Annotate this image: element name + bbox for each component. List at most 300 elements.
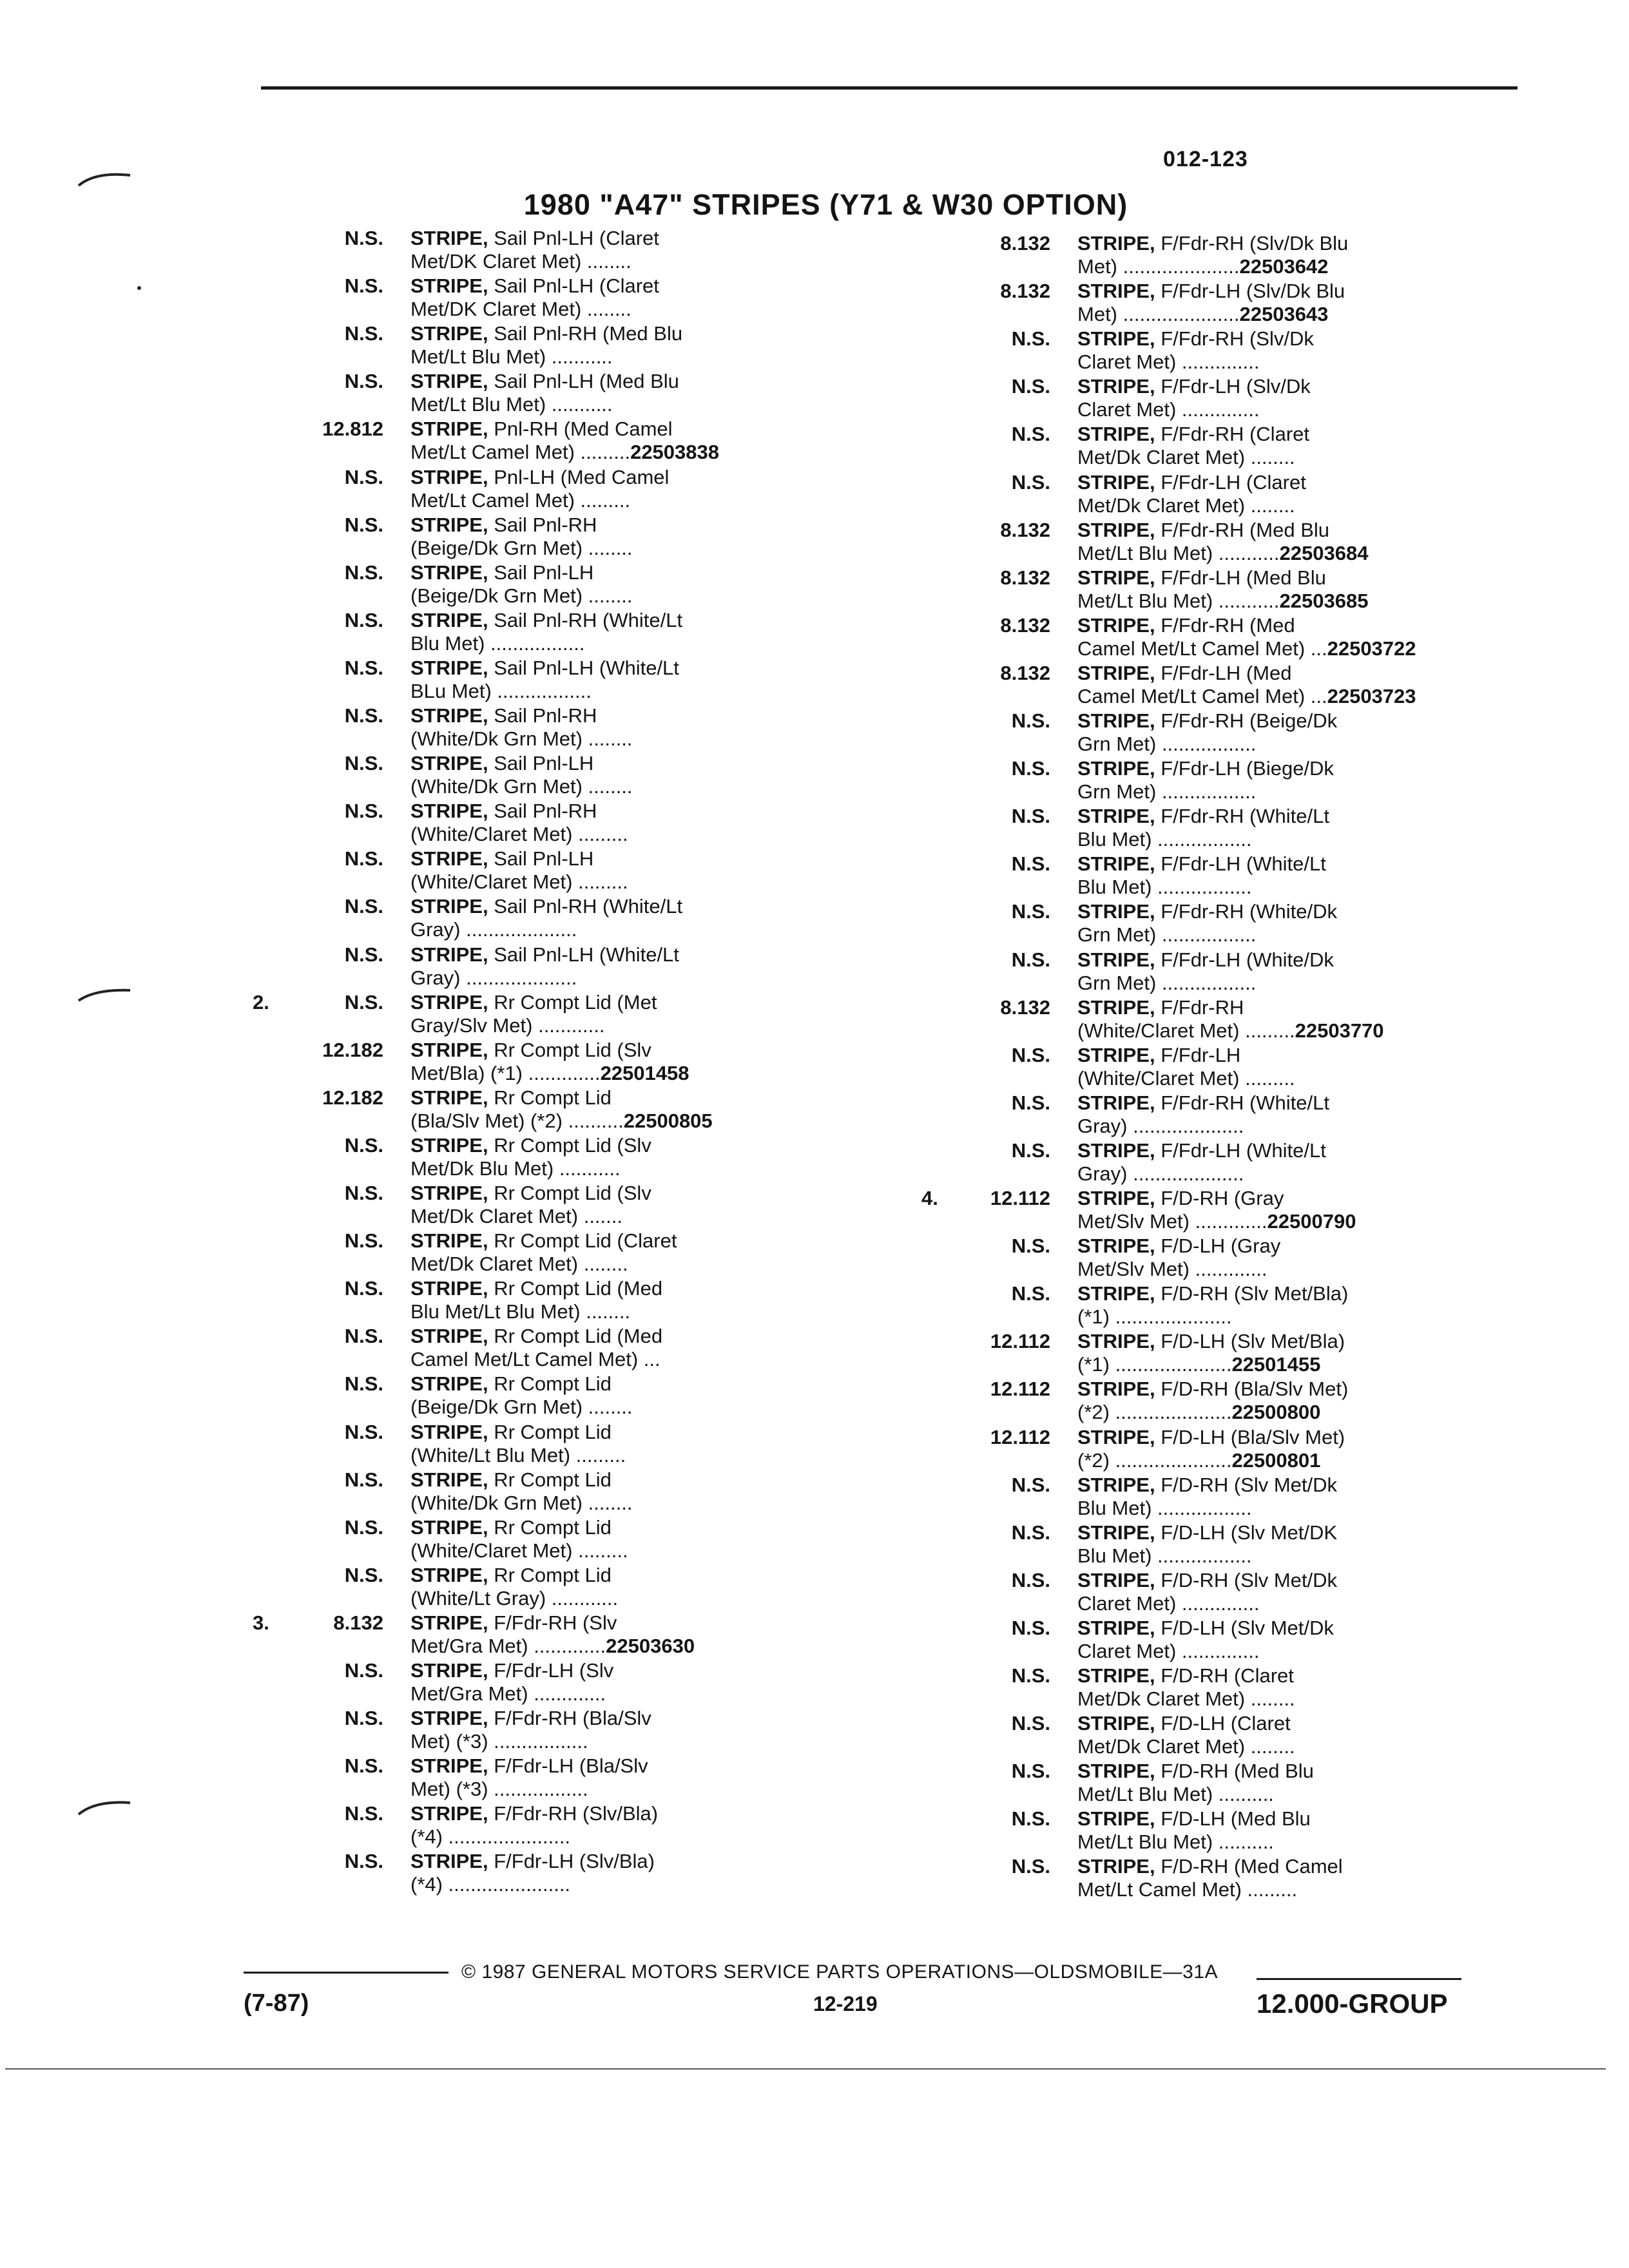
description-line-2: (White/Lt Gray) ............ <box>410 1586 619 1610</box>
part-description <box>410 322 682 369</box>
description-line-1: F/Fdr-LH (White/Dk <box>1155 948 1334 971</box>
footer-page-number: 12-219 <box>813 1992 878 2015</box>
part-name: STRIPE, <box>1077 1807 1155 1831</box>
description-line-1: F/D-LH (Bla/Slv Met) <box>1155 1425 1345 1448</box>
group-reference: 8.132 <box>333 1611 383 1634</box>
group-reference: N.S. <box>344 608 383 631</box>
group-reference: N.S. <box>1011 805 1050 828</box>
description-line-2: Met/Dk Claret Met) ........ <box>1077 1687 1295 1710</box>
part-description <box>1077 1187 1356 1233</box>
part-number: 22503630 <box>606 1634 695 1657</box>
part-name: STRIPE, <box>410 1563 488 1586</box>
part-description <box>1077 996 1384 1043</box>
description-line-2: (White/Dk Grn Met) ........ <box>410 1491 633 1514</box>
part-name: STRIPE, <box>1077 1425 1155 1448</box>
group-reference: N.S. <box>344 1659 383 1682</box>
description-line-2: (Beige/Dk Grn Met) ........ <box>410 584 633 607</box>
group-reference: 8.132 <box>1000 661 1050 684</box>
description-line-2: Grn Met) ................. <box>1077 733 1257 755</box>
description-line-1: Sail Pnl-RH <box>488 704 597 727</box>
group-reference: N.S. <box>344 1229 383 1253</box>
part-description <box>410 561 633 608</box>
description-line-1: F/Fdr-RH (Med Blu <box>1155 518 1330 541</box>
group-reference: N.S. <box>344 1277 383 1300</box>
part-description <box>1077 519 1368 565</box>
group-reference: N.S. <box>344 1707 383 1730</box>
group-reference: N.S. <box>344 274 383 298</box>
description-line-2: Grn Met) ................. <box>1077 780 1257 803</box>
part-name: STRIPE, <box>1077 1187 1155 1209</box>
part-description <box>410 1516 628 1562</box>
part-description <box>1077 900 1337 947</box>
part-description <box>410 274 659 321</box>
description-line-1: F/Fdr-RH (Claret <box>1155 423 1309 446</box>
part-description <box>1077 1664 1295 1711</box>
part-name: STRIPE, <box>1077 805 1155 828</box>
description-line-2: Claret Met) .............. <box>1077 398 1260 421</box>
description-line-1: Rr Compt Lid (Met <box>488 990 657 1014</box>
part-name: STRIPE, <box>410 1850 488 1873</box>
group-reference: N.S. <box>344 800 383 823</box>
footer-rule-right <box>1257 1978 1461 1980</box>
part-description <box>1077 423 1309 469</box>
illustration-callout: 2. <box>253 990 269 1014</box>
part-name: STRIPE, <box>410 990 488 1014</box>
description-line-2: (White/Claret Met) ......... <box>410 1539 628 1562</box>
group-reference: N.S. <box>344 465 383 488</box>
part-name: STRIPE, <box>1077 1043 1155 1066</box>
description-line-1: Rr Compt Lid (Med <box>488 1325 663 1348</box>
group-reference: N.S. <box>1011 1855 1050 1878</box>
description-line-1: Rr Compt Lid <box>488 1372 612 1396</box>
part-description <box>1077 1282 1348 1329</box>
part-description <box>1077 566 1368 613</box>
description-line-1: Sail Pnl-LH (Med Blu <box>488 370 679 393</box>
bottom-rule <box>5 2068 1606 2070</box>
description-line-1: F/Fdr-LH (Slv/Dk Blu <box>1155 280 1345 303</box>
description-line-2: Met/Lt Blu Met) .......... <box>1077 1831 1274 1854</box>
description-line-1: Sail Pnl-LH <box>488 561 594 584</box>
description-line-2: Met/Dk Claret Met) ........ <box>1077 446 1295 469</box>
description-line-1: Sail Pnl-RH <box>488 513 597 536</box>
description-line-1: F/D-LH (Slv Met/Bla) <box>1155 1330 1345 1353</box>
part-description <box>1077 1378 1348 1424</box>
description-line-1: Sail Pnl-LH <box>488 847 594 870</box>
part-name: STRIPE, <box>410 656 488 679</box>
part-description <box>410 704 632 751</box>
description-line-1: Sail Pnl-RH (Med Blu <box>488 322 683 345</box>
part-name: STRIPE, <box>410 1420 488 1443</box>
part-name: STRIPE, <box>1077 995 1155 1019</box>
part-description <box>1077 1807 1311 1854</box>
group-reference: N.S. <box>1011 1521 1050 1544</box>
description-line-1: F/Fdr-LH (Biege/Dk <box>1155 757 1334 780</box>
part-name: STRIPE, <box>410 1611 488 1634</box>
description-line-2: (*2) ..................... <box>1077 1401 1232 1424</box>
header-rule <box>261 86 1518 90</box>
description-line-2: Met/Lt Blu Met) ........... <box>410 393 613 416</box>
group-reference: N.S. <box>344 561 383 584</box>
group-reference: N.S. <box>1011 1760 1050 1783</box>
part-description <box>1077 471 1306 517</box>
group-reference: N.S. <box>344 656 383 679</box>
description-line-1: F/Fdr-RH (White/Lt <box>1155 1091 1329 1114</box>
description-line-2: Met/Lt Camel Met) ......... <box>410 441 631 464</box>
description-line-2: Claret Met) .............. <box>1077 1639 1260 1662</box>
part-name: STRIPE, <box>410 1277 488 1300</box>
group-reference: N.S. <box>1011 1091 1050 1114</box>
group-reference: N.S. <box>1011 1568 1050 1591</box>
part-number: 22503723 <box>1327 684 1416 707</box>
part-name: STRIPE, <box>1077 470 1155 494</box>
description-line-2: (White/Claret Met) ......... <box>1077 1019 1295 1042</box>
description-line-1: Rr Compt Lid (Slv <box>488 1182 651 1204</box>
group-reference: 12.112 <box>990 1425 1050 1448</box>
description-line-2: Blu Met/Lt Blu Met) ........ <box>410 1300 631 1323</box>
part-name: STRIPE, <box>1077 900 1155 923</box>
group-reference: N.S. <box>1011 423 1050 446</box>
description-line-1: F/Fdr-RH (Slv/Dk Blu <box>1155 232 1349 255</box>
part-number: 22501455 <box>1231 1353 1321 1376</box>
description-line-2: Camel Met/Lt Camel Met) ... <box>1077 637 1327 660</box>
part-number: 22503770 <box>1295 1019 1384 1042</box>
part-name: STRIPE, <box>410 561 488 584</box>
part-name: STRIPE, <box>1077 1568 1155 1591</box>
part-name: STRIPE, <box>410 1038 488 1061</box>
part-name: STRIPE, <box>1077 1139 1155 1162</box>
part-number: 22503684 <box>1279 541 1369 564</box>
description-line-1: F/Fdr-RH (Bla/Slv <box>488 1707 651 1730</box>
part-description <box>1077 852 1326 899</box>
description-line-1: F/Fdr-RH (Slv/Dk <box>1155 327 1314 351</box>
part-name: STRIPE, <box>410 1515 488 1539</box>
description-line-1: F/D-RH (Slv Met/Dk <box>1155 1568 1338 1591</box>
part-description <box>1077 948 1334 995</box>
description-line-1: Sail Pnl-LH (White/Lt <box>488 943 679 966</box>
description-line-1: Sail Pnl-LH <box>488 752 594 775</box>
group-reference: N.S. <box>1011 757 1050 780</box>
part-name: STRIPE, <box>410 1468 488 1491</box>
description-line-2: (Beige/Dk Grn Met) ........ <box>410 1396 633 1419</box>
description-line-2: Gray/Slv Met) ............ <box>410 1014 605 1037</box>
group-reference: N.S. <box>344 322 383 345</box>
scan-mark-bottom <box>76 1795 134 1821</box>
part-description <box>410 1134 651 1180</box>
description-line-1: F/Fdr-LH (Claret <box>1155 470 1306 494</box>
footer-rule-left <box>244 1972 448 1974</box>
group-reference: N.S. <box>1011 1473 1050 1496</box>
part-name: STRIPE, <box>410 800 488 823</box>
part-description <box>410 943 679 990</box>
group-reference: N.S. <box>344 1133 383 1157</box>
description-line-1: F/Fdr-LH (Bla/Slv <box>488 1754 648 1778</box>
part-description <box>1077 662 1416 708</box>
part-name: STRIPE, <box>410 465 488 488</box>
part-number: 22500805 <box>623 1109 713 1132</box>
part-description <box>410 991 657 1037</box>
part-name: STRIPE, <box>410 227 488 249</box>
part-description <box>410 1421 626 1467</box>
footer-revision: (7-87) <box>244 1990 309 2017</box>
part-name: STRIPE, <box>410 322 488 345</box>
description-line-1: Rr Compt Lid <box>488 1468 612 1491</box>
group-reference: N.S. <box>1011 1235 1050 1258</box>
part-name: STRIPE, <box>1077 1235 1155 1258</box>
part-name: STRIPE, <box>410 1182 488 1204</box>
group-reference: N.S. <box>344 1850 383 1873</box>
scan-mark-middle <box>76 983 134 1008</box>
description-line-2: Gray) .................... <box>410 966 577 989</box>
part-number: 22503685 <box>1279 589 1369 612</box>
group-reference: N.S. <box>1011 1807 1050 1831</box>
description-line-2: (White/Dk Grn Met) ........ <box>410 727 633 750</box>
description-line-2: Grn Met) ................. <box>1077 971 1257 994</box>
part-description <box>1077 327 1314 374</box>
description-line-2: Met/Dk Claret Met) ........ <box>1077 1735 1295 1758</box>
description-line-1: F/D-LH (Slv Met/DK <box>1155 1521 1338 1544</box>
description-line-2: Blu Met) ................. <box>1077 1544 1252 1567</box>
part-description <box>410 1468 632 1515</box>
illustration-callout: 3. <box>253 1611 269 1634</box>
description-line-1: Sail Pnl-LH (White/Lt <box>488 656 679 679</box>
group-reference: 12.112 <box>990 1187 1050 1209</box>
part-description <box>1077 1521 1337 1568</box>
part-description <box>410 227 659 273</box>
description-line-1: Rr Compt Lid (Med <box>488 1277 663 1300</box>
description-line-1: F/D-RH (Med Camel <box>1155 1855 1343 1878</box>
part-description <box>1077 614 1416 660</box>
part-description <box>1077 805 1329 851</box>
group-reference: N.S. <box>1011 375 1050 398</box>
scan-mark-top <box>76 166 134 192</box>
group-reference: N.S. <box>344 1372 383 1396</box>
description-line-2: Gray) .................... <box>410 918 577 941</box>
part-name: STRIPE, <box>1077 1521 1155 1544</box>
part-description <box>410 1325 662 1371</box>
group-reference: N.S. <box>1011 1616 1050 1639</box>
description-line-1: F/Fdr-LH (Slv/Dk <box>1155 375 1311 398</box>
part-description <box>410 1754 648 1801</box>
part-name: STRIPE, <box>410 1659 488 1682</box>
part-name: STRIPE, <box>1077 948 1155 971</box>
description-line-1: F/D-LH (Slv Met/Dk <box>1155 1616 1334 1639</box>
description-line-2: (*1) ..................... <box>1077 1353 1232 1376</box>
part-description <box>1077 1712 1295 1758</box>
part-name: STRIPE, <box>1077 1473 1155 1496</box>
part-description <box>410 847 628 894</box>
part-name: STRIPE, <box>1077 1712 1155 1735</box>
part-name: STRIPE, <box>410 370 488 393</box>
part-name: STRIPE, <box>1077 327 1155 351</box>
group-reference: N.S. <box>344 1182 383 1204</box>
part-number: 22503838 <box>630 441 720 464</box>
description-line-2: Grn Met) ................. <box>1077 923 1257 947</box>
description-line-2: Met) ..................... <box>1077 303 1240 326</box>
part-name: STRIPE, <box>410 1133 488 1157</box>
group-reference: N.S. <box>344 513 383 536</box>
part-description <box>410 1564 618 1610</box>
group-reference: N.S. <box>344 1754 383 1778</box>
part-description <box>410 514 633 560</box>
part-name: STRIPE, <box>410 274 488 298</box>
part-name: STRIPE, <box>410 752 488 775</box>
part-number: 22500801 <box>1231 1448 1321 1472</box>
part-name: STRIPE, <box>410 1372 488 1396</box>
part-name: STRIPE, <box>1077 1760 1155 1783</box>
part-description <box>410 1802 658 1849</box>
part-description <box>1077 1855 1343 1901</box>
description-line-1: F/Fdr-RH (White/Lt <box>1155 805 1329 828</box>
part-description <box>410 466 669 512</box>
part-name: STRIPE, <box>1077 375 1155 398</box>
part-description <box>410 609 682 655</box>
part-description <box>410 1039 689 1085</box>
group-reference: 8.132 <box>1000 280 1050 303</box>
description-line-2: Blu Met) ................. <box>410 631 585 655</box>
group-reference: N.S. <box>344 1515 383 1539</box>
group-reference: 8.132 <box>1000 232 1050 255</box>
group-reference: N.S. <box>344 990 383 1014</box>
group-reference: 12.182 <box>322 1038 383 1061</box>
description-line-2: Gray) .................... <box>1077 1162 1244 1185</box>
part-number: 22503643 <box>1239 303 1329 326</box>
description-line-2: Met/Gra Met) ............. <box>410 1634 606 1657</box>
part-name: STRIPE, <box>410 847 488 870</box>
description-line-1: F/D-LH (Med Blu <box>1155 1807 1311 1831</box>
group-reference: 12.182 <box>322 1086 383 1109</box>
description-line-1: Sail Pnl-LH (Claret <box>488 227 659 249</box>
group-reference: N.S. <box>344 370 383 393</box>
group-reference: N.S. <box>344 895 383 918</box>
group-reference: N.S. <box>344 1468 383 1491</box>
description-line-2: BLu Met) ................. <box>410 679 592 702</box>
group-reference: N.S. <box>344 847 383 870</box>
description-line-2: (White/Claret Met) ......... <box>1077 1066 1295 1090</box>
part-name: STRIPE, <box>1077 1282 1155 1305</box>
part-description <box>1077 375 1311 421</box>
description-line-2: Met) ..................... <box>1077 255 1240 278</box>
part-description <box>410 752 632 798</box>
group-reference: 8.132 <box>1000 518 1050 541</box>
part-name: STRIPE, <box>1077 1616 1155 1639</box>
group-reference: N.S. <box>1011 900 1050 923</box>
description-line-2: Camel Met/Lt Camel Met) ... <box>410 1348 660 1371</box>
part-name: STRIPE, <box>1077 852 1155 876</box>
part-name: STRIPE, <box>1077 757 1155 780</box>
description-line-1: Rr Compt Lid <box>488 1086 612 1109</box>
description-line-1: F/Fdr-RH (Slv/Bla) <box>488 1802 659 1825</box>
description-line-2: Met/DK Claret Met) ........ <box>410 298 631 321</box>
description-line-1: Sail Pnl-LH (Claret <box>488 274 659 298</box>
part-name: STRIPE, <box>410 1802 488 1825</box>
description-line-1: F/D-RH (Claret <box>1155 1664 1294 1687</box>
part-description <box>1077 1139 1326 1186</box>
group-reference: N.S. <box>1011 852 1050 876</box>
description-line-1: Sail Pnl-RH <box>488 800 597 823</box>
group-reference: 12.112 <box>990 1330 1050 1353</box>
description-line-2: Gray) .................... <box>1077 1114 1244 1137</box>
description-line-2: Blu Met) ................. <box>1077 876 1252 899</box>
part-number: 22503722 <box>1327 637 1416 660</box>
description-line-2: Met/Dk Claret Met) ........ <box>1077 494 1295 517</box>
part-name: STRIPE, <box>1077 709 1155 732</box>
description-line-2: Met/Bla) (*1) ............. <box>410 1061 601 1084</box>
description-line-1: F/Fdr-RH <box>1155 995 1244 1019</box>
group-reference: N.S. <box>344 704 383 727</box>
description-line-1: Pnl-RH (Med Camel <box>488 418 673 441</box>
group-reference: N.S. <box>344 1325 383 1348</box>
group-reference: N.S. <box>344 1802 383 1825</box>
group-reference: N.S. <box>344 227 383 249</box>
part-description <box>1077 1235 1280 1281</box>
description-line-2: Claret Met) .............. <box>1077 351 1260 374</box>
description-line-2: Blu Met) ................. <box>1077 828 1252 851</box>
description-line-1: F/Fdr-LH (White/Lt <box>1155 852 1326 876</box>
part-description <box>1077 1426 1345 1472</box>
group-reference: 12.812 <box>322 418 383 441</box>
description-line-1: Rr Compt Lid (Slv <box>488 1038 651 1061</box>
part-name: STRIPE, <box>410 1086 488 1109</box>
part-name: STRIPE, <box>410 704 488 727</box>
description-line-2: Met/Lt Camel Met) ......... <box>410 488 631 512</box>
description-line-1: F/Fdr-RH (White/Dk <box>1155 900 1338 923</box>
group-reference: 8.132 <box>1000 613 1050 637</box>
description-line-2: Met) (*3) ................. <box>410 1730 588 1753</box>
description-line-1: Rr Compt Lid (Slv <box>488 1133 651 1157</box>
description-line-1: F/Fdr-RH (Beige/Dk <box>1155 709 1338 732</box>
part-name: STRIPE, <box>410 1754 488 1778</box>
description-line-2: Met/Lt Blu Met) ........... <box>1077 589 1280 612</box>
group-reference: N.S. <box>344 752 383 775</box>
group-reference: N.S. <box>1011 948 1050 971</box>
description-line-2: (White/Claret Met) ......... <box>410 870 628 894</box>
part-description <box>410 1372 633 1419</box>
description-line-1: Rr Compt Lid <box>488 1515 612 1539</box>
description-line-1: F/D-RH (Gray <box>1155 1187 1284 1209</box>
description-line-1: F/Fdr-LH (Med Blu <box>1155 566 1326 589</box>
group-reference: N.S. <box>344 943 383 966</box>
page-title: 1980 "A47" STRIPES (Y71 & W30 OPTION) <box>523 188 1128 221</box>
part-name: STRIPE, <box>410 895 488 918</box>
description-line-1: F/D-LH (Gray <box>1155 1235 1281 1258</box>
description-line-2: Met/Gra Met) ............. <box>410 1682 606 1705</box>
group-reference: N.S. <box>344 1420 383 1443</box>
part-name: STRIPE, <box>1077 232 1155 255</box>
part-description <box>410 800 628 846</box>
part-name: STRIPE, <box>1077 1855 1155 1878</box>
part-name: STRIPE, <box>1077 1330 1155 1353</box>
part-name: STRIPE, <box>1077 280 1155 303</box>
part-number: 22500790 <box>1267 1210 1356 1233</box>
part-name: STRIPE, <box>1077 1091 1155 1114</box>
description-line-2: Met/Slv Met) ............. <box>1077 1258 1268 1281</box>
scan-dot <box>137 286 141 290</box>
description-line-2: Met/Lt Camel Met) ......... <box>1077 1878 1298 1901</box>
part-description <box>1077 280 1345 326</box>
description-line-2: Camel Met/Lt Camel Met) ... <box>1077 684 1327 707</box>
description-line-2: Blu Met) ................. <box>1077 1496 1252 1519</box>
description-line-1: F/Fdr-LH (Slv <box>488 1659 614 1682</box>
group-reference: N.S. <box>344 1563 383 1586</box>
description-line-2: (*2) ..................... <box>1077 1448 1232 1472</box>
description-line-2: Met/Dk Blu Met) ........... <box>410 1157 621 1180</box>
description-line-2: (*1) ..................... <box>1077 1305 1232 1329</box>
part-name: STRIPE, <box>1077 661 1155 684</box>
description-line-2: Met/Slv Met) ............. <box>1077 1210 1268 1233</box>
page-code: 012-123 <box>1163 147 1248 171</box>
description-line-1: F/Fdr-RH (Slv <box>488 1611 617 1634</box>
part-name: STRIPE, <box>1077 518 1155 541</box>
